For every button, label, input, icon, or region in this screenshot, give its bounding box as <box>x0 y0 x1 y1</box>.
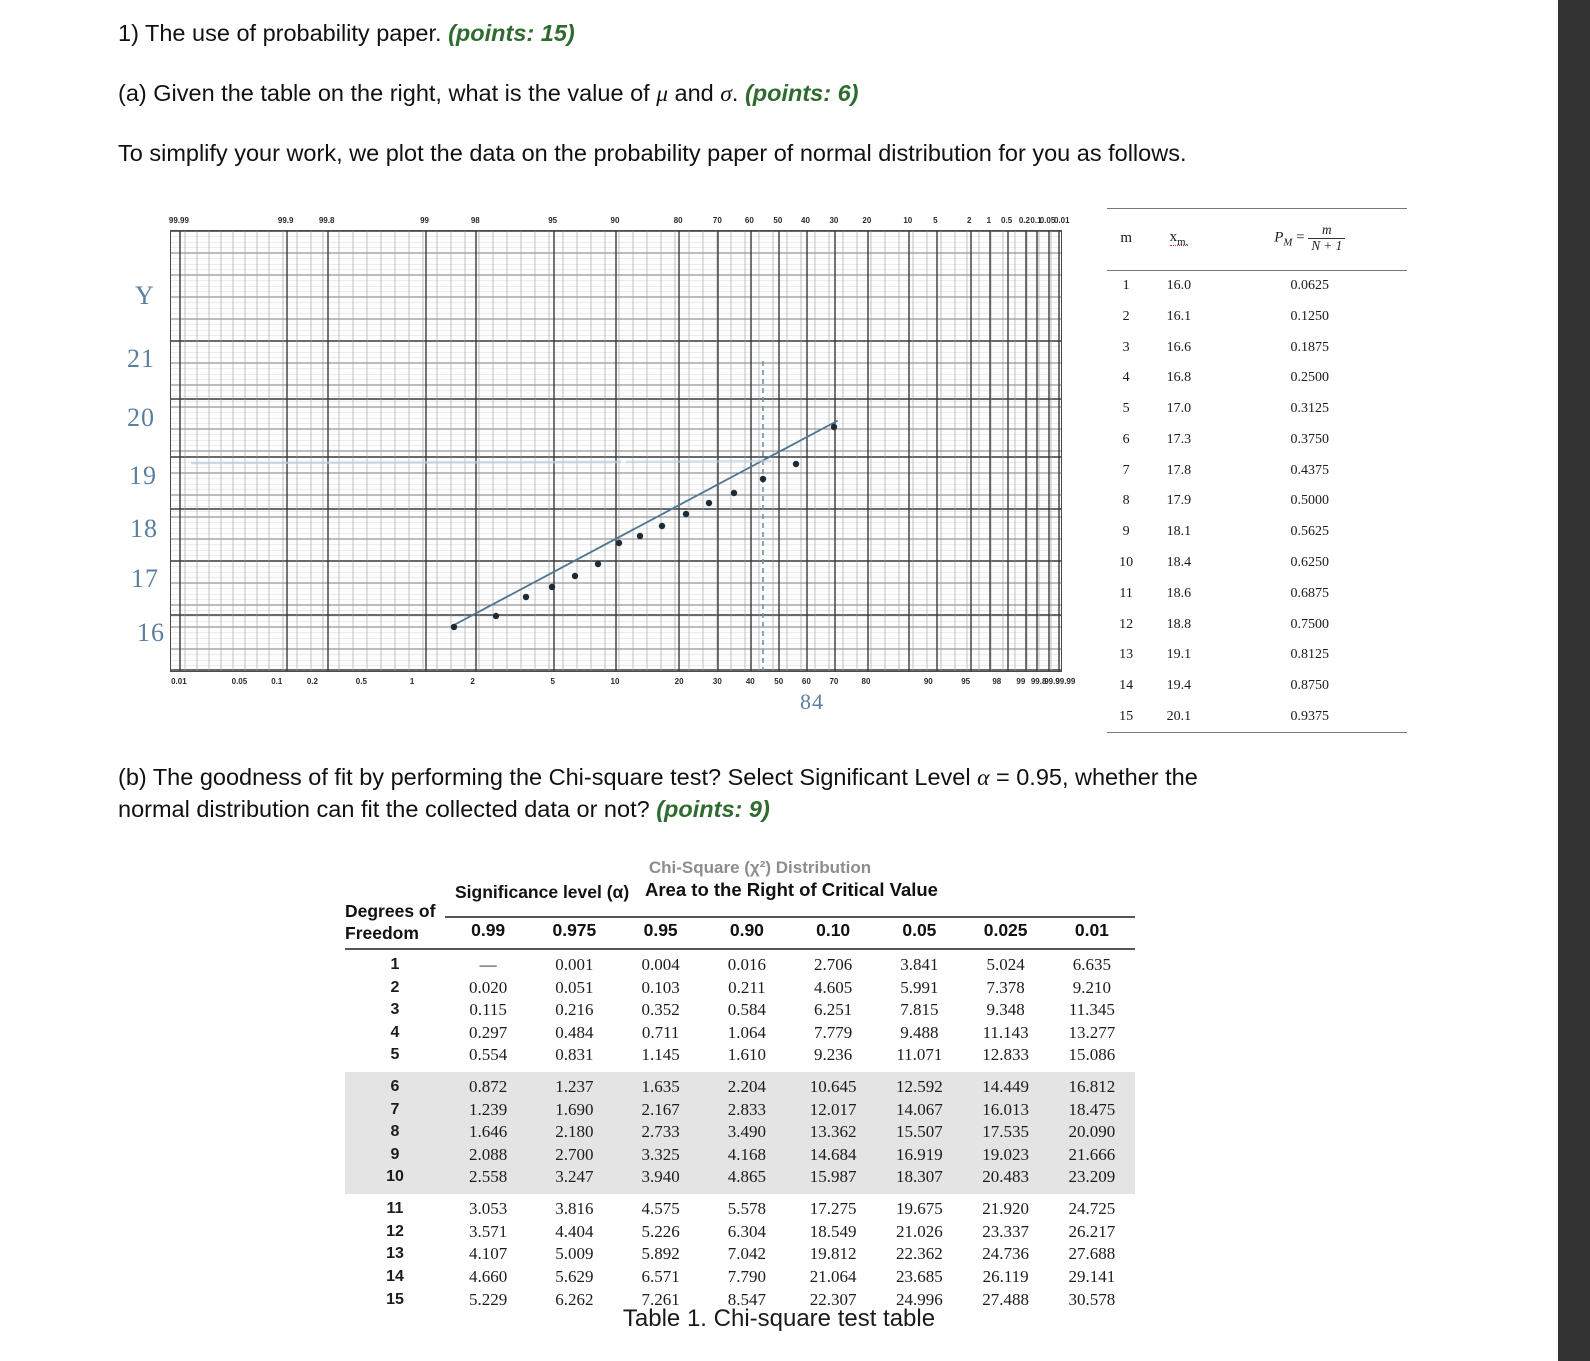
bottom-tick-11: 40 <box>745 677 755 686</box>
cell-m: 14 <box>1119 678 1134 694</box>
cell-m: 10 <box>1119 554 1134 570</box>
chi-col-0: 0.99 <box>471 920 506 940</box>
table-row <box>345 1099 1135 1122</box>
top-tick-1: 99.9 <box>277 216 294 225</box>
top-tick-17: 1 <box>986 216 992 225</box>
alpha-symbol: α <box>977 765 990 791</box>
top-tick-19: 0.2 <box>1018 216 1030 225</box>
cell-pm: 0.5625 <box>1290 524 1329 540</box>
area-right-label: Area to the Right of Critical Value <box>645 879 938 900</box>
bottom-tick-18: 98 <box>992 677 1002 686</box>
chi-value-cells: 1.239 1.690 2.167 2.833 12.017 14.067 16.013 18.475 <box>469 1099 1116 1119</box>
xm-table-element <box>1107 208 1407 732</box>
cell-pm: 0.2500 <box>1290 370 1329 386</box>
top-tick-2: 99.8 <box>318 216 335 225</box>
table-row <box>345 1243 1135 1266</box>
table-row <box>1107 640 1407 671</box>
cell-pm: 0.6250 <box>1290 554 1329 570</box>
cell-pm: 0.3750 <box>1290 431 1329 447</box>
chi-square-table <box>345 858 1135 1316</box>
bottom-tick-20: 99.8 <box>1030 677 1047 686</box>
chi-header-rule <box>445 916 1135 918</box>
cell-pm: 0.5000 <box>1290 493 1329 509</box>
part-a-text-before: (a) Given the table on the right, what is the value of <box>118 80 657 106</box>
bottom-tick-7: 5 <box>550 677 555 686</box>
bottom-tick-4: 0.5 <box>355 677 367 686</box>
bottom-tick-21: 99.9 <box>1044 677 1060 686</box>
dof-line1: Degrees of <box>345 901 436 921</box>
bottom-tick-22: 99.99 <box>1055 677 1076 686</box>
bottom-tick-19: 99 <box>1016 677 1026 686</box>
chi-dof-cell: 13 <box>386 1245 404 1263</box>
chi-value-cells: 0.020 0.051 0.103 0.211 4.605 5.991 7.378 9.210 <box>469 977 1111 997</box>
y-axis-title-handwritten: Y <box>135 281 155 310</box>
top-tick-11: 40 <box>801 216 810 225</box>
cell-xm: 16.0 <box>1166 277 1192 293</box>
top-tick-3: 99 <box>420 216 429 225</box>
top-tick-15: 5 <box>933 216 938 225</box>
cell-xm: 16.1 <box>1166 308 1192 324</box>
table-row <box>345 1221 1135 1244</box>
chi-dof-cell: 15 <box>386 1290 404 1308</box>
cell-xm: 16.8 <box>1166 370 1192 386</box>
chi-dof-cell: 5 <box>390 1046 400 1064</box>
dof-line2: Freedom <box>345 923 419 944</box>
cell-m: 15 <box>1119 708 1134 724</box>
grid-svg <box>171 231 1061 671</box>
probability-grid <box>168 216 1076 686</box>
top-tick-16: 2 <box>966 216 972 225</box>
xm-table-body <box>1107 270 1407 732</box>
cell-xm: 17.8 <box>1166 462 1192 478</box>
table-row <box>1107 424 1407 455</box>
chi-dof-cell: 11 <box>386 1200 404 1218</box>
table-row <box>1107 363 1407 394</box>
bottom-tick-0: 0.01 <box>171 677 187 686</box>
xm-header-m: m <box>1107 209 1145 271</box>
table-row <box>1107 671 1407 702</box>
cell-xm: 17.0 <box>1166 401 1192 417</box>
table-row <box>345 1121 1135 1144</box>
table-row <box>345 977 1135 1000</box>
mu-symbol: μ <box>656 81 668 107</box>
cell-xm: 18.4 <box>1166 554 1192 570</box>
table-row <box>1107 332 1407 363</box>
chi-value-cells: 4.660 5.629 6.571 7.790 21.064 23.685 26.119 29.141 <box>469 1266 1116 1286</box>
chi-dof-cell: 14 <box>386 1267 404 1285</box>
table-row <box>1107 702 1407 733</box>
top-tick-8: 70 <box>712 216 722 225</box>
chi-dof-cell: 8 <box>390 1123 400 1141</box>
chi-table-body <box>345 948 1135 1316</box>
table-row <box>1107 394 1407 425</box>
cell-m: 8 <box>1122 493 1130 509</box>
chi-value-cells: 0.872 1.237 1.635 2.204 10.645 12.592 14.449 16.812 <box>469 1077 1116 1097</box>
cell-m: 6 <box>1122 431 1130 447</box>
question-1-text: 1) The use of probability paper. <box>118 20 442 46</box>
top-tick-21: 0.05 <box>1039 216 1056 225</box>
cell-pm: 0.3125 <box>1290 401 1329 417</box>
bottom-tick-5: 1 <box>409 677 415 686</box>
chi-table-title: Chi-Square (χ²) Distribution <box>648 858 872 877</box>
chi-value-cells: 2.558 3.247 3.940 4.865 15.987 18.307 20.483 23.209 <box>469 1167 1116 1187</box>
right-gutter-band <box>1558 0 1590 1361</box>
sigma-symbol: σ <box>720 81 732 107</box>
table-row <box>345 1166 1135 1189</box>
bottom-tick-10: 30 <box>712 677 722 686</box>
cell-m: 11 <box>1119 585 1133 601</box>
cell-pm: 0.0625 <box>1290 277 1329 293</box>
part-a-instruction: To simplify your work, we plot the data on the probability paper of normal distribution for you as follows. <box>118 140 1187 166</box>
table-row <box>1107 609 1407 640</box>
cell-pm: 0.9375 <box>1290 708 1329 724</box>
y-label-18: 18 <box>130 514 158 543</box>
chi-col-7: 0.01 <box>1074 920 1109 940</box>
cell-xm: 16.6 <box>1166 339 1192 355</box>
cell-xm: 18.1 <box>1166 524 1192 540</box>
chi-group-1 <box>345 950 1135 1072</box>
table-row <box>1107 517 1407 548</box>
top-tick-12: 30 <box>829 216 839 225</box>
chi-dof-cell: 2 <box>390 978 400 996</box>
cell-pm: 0.7500 <box>1290 616 1329 632</box>
cell-pm: 0.6875 <box>1290 585 1329 601</box>
bottom-tick-17: 95 <box>961 677 971 686</box>
table-caption: Table 1. Chi-square test table <box>622 1305 936 1332</box>
part-b-line1-b: = 0.95, whether the <box>989 764 1198 790</box>
top-tick-5: 95 <box>548 216 558 225</box>
part-b-line1-a: (b) The goodness of fit by performing the Chi-square test? Select Significant Level <box>118 764 978 790</box>
table-row <box>1107 455 1407 486</box>
part-b-line2: normal distribution can fit the collected data or not? <box>118 796 657 823</box>
y-label-19: 19 <box>129 461 157 490</box>
chi-col-2: 0.95 <box>643 920 678 940</box>
y-label-21: 21 <box>127 344 155 373</box>
cell-m: 4 <box>1122 370 1130 386</box>
table-row <box>345 1144 1135 1167</box>
cell-pm: 0.1250 <box>1290 308 1329 324</box>
chi-value-cells: 0.115 0.216 0.352 0.584 6.251 7.815 9.348 11.345 <box>469 1000 1115 1020</box>
table-row <box>1107 270 1407 301</box>
chi-value-cells: — 0.001 0.004 0.016 2.706 3.841 5.024 6.635 <box>479 955 1111 974</box>
chi-col-4: 0.10 <box>816 920 851 940</box>
grid-paper <box>170 230 1062 672</box>
top-tick-6: 90 <box>610 216 620 225</box>
cell-m: 2 <box>1122 308 1130 324</box>
cell-pm: 0.8750 <box>1290 678 1329 694</box>
x-annotation-84: 84 <box>800 689 824 714</box>
part-a-question <box>118 78 1373 110</box>
part-a-points: (points: 6) <box>744 80 859 106</box>
chi-value-cells: 1.646 2.180 2.733 3.490 13.362 15.507 17.535 20.090 <box>469 1122 1116 1142</box>
top-tick-22: 0.01 <box>1053 216 1070 225</box>
chi-header-block <box>345 878 1135 944</box>
cell-xm: 19.1 <box>1166 647 1192 663</box>
cell-xm: 18.6 <box>1166 585 1192 601</box>
bottom-tick-2: 0.1 <box>271 677 283 686</box>
cell-xm: 18.8 <box>1166 616 1192 632</box>
top-tick-13: 20 <box>862 216 872 225</box>
chi-value-cells: 0.297 0.484 0.711 1.064 7.779 9.488 11.143 13.277 <box>469 1022 1116 1042</box>
xm-header-xm: $x_{m.}$ <box>1145 209 1212 271</box>
cell-m: 7 <box>1122 462 1130 478</box>
cell-pm: 0.8125 <box>1290 647 1329 663</box>
pm-fraction: $\frac{m}{N + 1}$ <box>1308 223 1345 254</box>
bottom-tick-9: 20 <box>674 677 684 686</box>
top-tick-18: 0.5 <box>1001 216 1013 225</box>
bottom-tick-13: 60 <box>801 677 811 686</box>
chi-group-2 <box>345 1072 1135 1194</box>
chi-col-5: 0.05 <box>902 920 937 940</box>
chi-dof-cell: 1 <box>390 956 400 973</box>
table-row <box>345 1198 1135 1221</box>
chi-dof-cell: 6 <box>390 1078 400 1096</box>
cell-m: 12 <box>1119 616 1134 632</box>
y-label-20: 20 <box>127 403 155 432</box>
bottom-tick-3: 0.2 <box>306 677 318 686</box>
chi-dof-cell: 10 <box>386 1168 404 1186</box>
top-tick-4: 98 <box>470 216 480 225</box>
cell-pm: 0.1875 <box>1290 339 1329 355</box>
chi-value-cells: 2.088 2.700 3.325 4.168 14.684 16.919 19.023 21.666 <box>469 1144 1116 1164</box>
y-label-17: 17 <box>131 564 159 593</box>
chi-value-cells: 5.229 6.262 7.261 8.547 22.307 24.996 27.488 30.578 <box>469 1289 1116 1309</box>
bottom-tick-8: 10 <box>610 677 620 686</box>
cell-m: 13 <box>1119 647 1134 663</box>
top-tick-10: 50 <box>773 216 783 225</box>
cell-xm: 17.9 <box>1166 493 1192 509</box>
top-tick-14: 10 <box>903 216 913 225</box>
top-tick-9: 60 <box>744 216 754 225</box>
table-row <box>345 999 1135 1022</box>
bottom-tick-6: 2 <box>470 677 475 686</box>
cell-m: 1 <box>1122 277 1130 293</box>
cell-xm: 17.3 <box>1166 431 1192 447</box>
top-tick-7: 80 <box>673 216 683 225</box>
bottom-tick-16: 90 <box>923 677 933 686</box>
xm-header-row <box>1107 209 1407 271</box>
chi-dof-cell: 3 <box>390 1001 400 1019</box>
probability-paper-figure <box>125 196 1105 716</box>
chi-value-cells: 4.107 5.009 5.892 7.042 19.812 22.362 24.736 27.688 <box>469 1244 1116 1264</box>
xm-table-head <box>1107 209 1407 271</box>
cell-m: 9 <box>1122 524 1130 540</box>
y-label-16: 16 <box>137 618 165 647</box>
xm-table-bottom-rule <box>1107 732 1407 733</box>
top-tick-20: 0.1 <box>1030 216 1042 225</box>
bottom-tick-14: 70 <box>829 677 839 686</box>
table-row <box>345 1266 1135 1289</box>
chi-value-cells: 0.554 0.831 1.145 1.610 9.236 11.071 12.833 15.086 <box>469 1045 1116 1065</box>
table-row <box>1107 548 1407 579</box>
chi-dof-cell: 4 <box>390 1023 400 1041</box>
table-row <box>345 1022 1135 1045</box>
part-b-points: (points: 9) <box>656 796 770 823</box>
chi-dof-cell: 9 <box>390 1145 400 1163</box>
table-row <box>1107 578 1407 609</box>
cell-m: 3 <box>1122 339 1130 355</box>
cell-m: 5 <box>1122 401 1130 417</box>
cell-pm: 0.4375 <box>1290 462 1329 478</box>
table-row <box>345 1044 1135 1067</box>
bottom-tick-1: 0.05 <box>231 677 248 686</box>
top-tick-0: 99.99 <box>168 216 189 225</box>
chi-dof-cell: 7 <box>390 1100 400 1118</box>
cell-xm: 19.4 <box>1166 678 1192 694</box>
part-a-text-after: . <box>731 80 745 106</box>
question-1-heading <box>118 18 1373 49</box>
chi-dof-cell: 12 <box>386 1222 404 1240</box>
chi-group-3 <box>345 1194 1135 1316</box>
chi-value-cells: 3.571 4.404 5.226 6.304 18.549 21.026 23.337 26.217 <box>469 1221 1116 1241</box>
chi-col-1: 0.975 <box>552 920 597 940</box>
bottom-tick-12: 50 <box>774 677 784 686</box>
degrees-of-freedom-label <box>345 900 435 945</box>
part-b-question <box>118 762 1363 825</box>
part-a-and: and <box>668 80 721 106</box>
chi-col-6: 0.025 <box>983 920 1028 940</box>
xm-header-pm: $P_M$ = $\frac{m}{N + 1}$ <box>1212 209 1407 271</box>
significance-level-label: Significance level (α) <box>455 882 630 902</box>
bottom-tick-15: 80 <box>861 677 871 686</box>
question-1-points: (points: 15) <box>448 20 575 46</box>
table-row <box>1107 486 1407 517</box>
table-row <box>345 1076 1135 1099</box>
cell-xm: 20.1 <box>1166 708 1192 724</box>
chi-col-3: 0.90 <box>729 920 764 940</box>
chi-column-headers <box>445 920 1135 941</box>
chi-value-cells: 3.053 3.816 4.575 5.578 17.275 19.675 21.920 24.725 <box>469 1199 1116 1219</box>
xm-data-table <box>1107 208 1407 733</box>
table-row <box>1107 301 1407 332</box>
table-row <box>345 954 1135 977</box>
